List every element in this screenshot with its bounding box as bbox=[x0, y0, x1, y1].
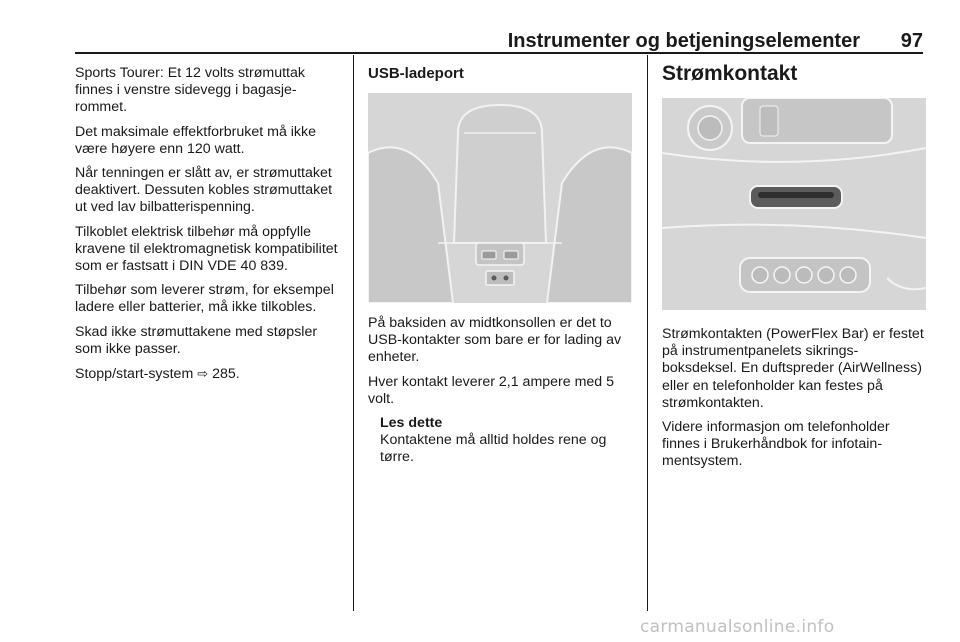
column-divider-right bbox=[647, 55, 648, 611]
paragraph: Videre informasjon om telefonholder finnes i Brukerhåndbok for infotainmentsystem. bbox=[662, 419, 890, 470]
paragraph: Når tenningen er slått av, er strømuttaket deaktivert. Dessuten kobles strømuttaket ut ved lav bilbatterispenning. bbox=[75, 165, 333, 216]
cross-reference-page: 285. bbox=[212, 366, 240, 383]
paragraph: Tilkoblet elektrisk tilbehør må oppfylle kravene til elektromagnetisk kompatibilitet som er fastsatt i DIN VDE 40 839. bbox=[75, 223, 338, 275]
paragraph: Tilbehør som leverer strøm, for eksempel ladere eller batterier, må ikke tilkobles. bbox=[75, 282, 334, 316]
arrow-reference-icon: ⇨ bbox=[197, 366, 209, 382]
page-title: Instrumenter og betjeningselementer bbox=[507, 30, 860, 52]
column-2 bbox=[368, 65, 632, 467]
note-title: Les dette bbox=[380, 415, 443, 432]
power-outlet-illustration bbox=[662, 98, 926, 310]
page-number: 97 bbox=[900, 30, 923, 52]
note-text: Kontaktene må alltid holdes rene og tørre. bbox=[380, 432, 607, 466]
column-3 bbox=[662, 62, 926, 478]
note-box bbox=[380, 415, 632, 467]
paragraph: Sports Tourer: Et 12 volts strømuttak finnes i venstre sidevegg i bagasjerommet. bbox=[75, 65, 305, 116]
column-1 bbox=[75, 65, 343, 390]
section-heading-usb: USB-ladeport bbox=[368, 65, 464, 82]
usb-console-illustration bbox=[368, 93, 632, 303]
paragraph: Hver kontakt leverer 2,1 ampere med 5 volt. bbox=[368, 373, 615, 407]
header-rule bbox=[75, 52, 923, 54]
column-divider-left bbox=[353, 55, 354, 611]
paragraph: Det maksimale effektforbruket må ikke være høyere enn 120 watt. bbox=[75, 123, 317, 157]
paragraph: Skad ikke strømuttakene med støpsler som ikke passer. bbox=[75, 323, 318, 357]
section-heading-power-outlet: Strømkontakt bbox=[662, 62, 798, 85]
cross-reference-text: Stopp/start-system bbox=[75, 366, 194, 383]
watermark: carmanualsonline.info bbox=[640, 617, 835, 637]
cross-reference[interactable] bbox=[75, 365, 343, 383]
paragraph: På baksiden av midtkonsollen er det to USB-kontakter som bare er for lading av enheter. bbox=[368, 315, 622, 366]
paragraph: Strømkontakten (PowerFlex Bar) er festet på instrumentpanelets sikringsboksdeksel. En duftspreder (AirWellness) eller en telefonholder kan festes på strømkontakten. bbox=[662, 326, 924, 411]
